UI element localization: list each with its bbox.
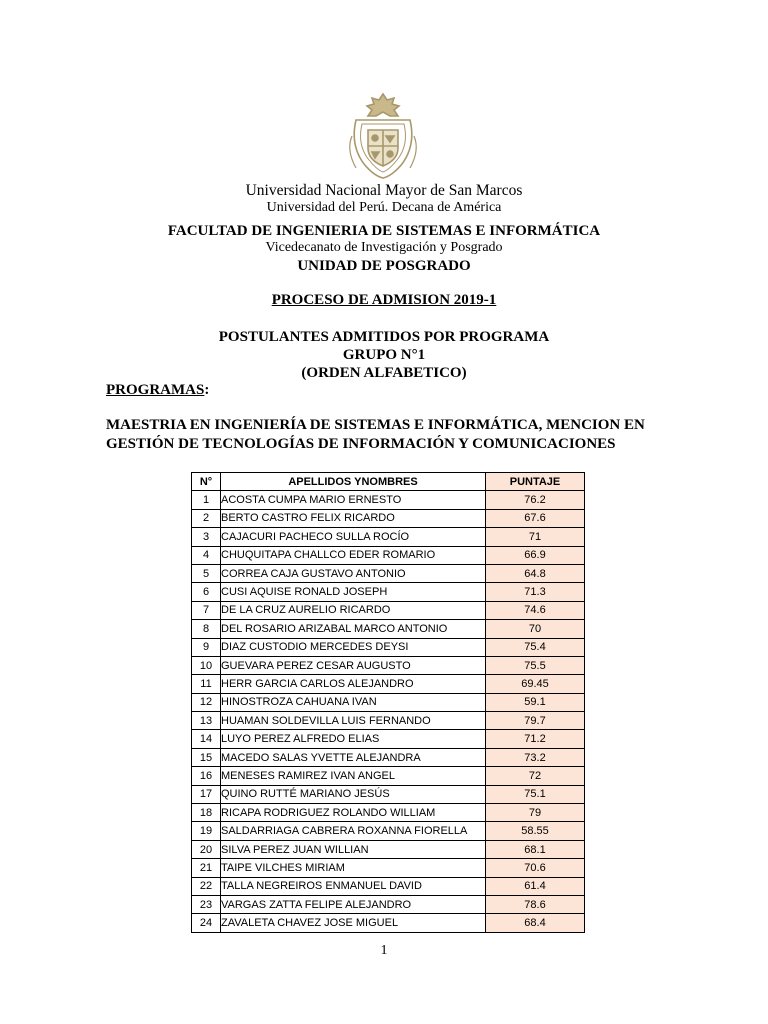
row-score: 70 [486,620,585,638]
row-number: 15 [192,748,221,766]
row-score: 64.8 [486,564,585,582]
row-name: DIAZ CUSTODIO MERCEDES DEYSI [221,638,486,656]
row-score: 75.4 [486,638,585,656]
row-name: HUAMAN SOLDEVILLA LUIS FERNANDO [221,712,486,730]
table-row [192,509,585,527]
university-seal-icon [342,90,424,180]
row-score: 68.4 [486,914,585,932]
row-number: 20 [192,840,221,858]
header-name: APELLIDOS YNOMBRES [221,473,486,491]
programs-label: PROGRAMAS [106,382,205,398]
table-header-row [192,473,585,491]
table-row [192,491,585,509]
table-row [192,822,585,840]
row-number: 10 [192,656,221,674]
table-row [192,767,585,785]
row-score: 69.45 [486,675,585,693]
row-name: VARGAS ZATTA FELIPE ALEJANDRO [221,895,486,913]
row-score: 76.2 [486,491,585,509]
row-score: 71.2 [486,730,585,748]
row-name: MENESES RAMIREZ IVAN ANGEL [221,767,486,785]
program-name: MAESTRIA EN INGENIERÍA DE SISTEMAS E INFORMÁTICA, MENCION EN GESTIÓN DE TECNOLOGÍAS DE INFORMACIÓN Y COMUNICACIONES [106,417,645,452]
row-number: 19 [192,822,221,840]
table-row [192,859,585,877]
row-name: HINOSTROZA CAHUANA IVAN [221,693,486,711]
admitted-table [191,472,585,933]
row-score: 61.4 [486,877,585,895]
row-number: 1 [192,491,221,509]
vicedeanship: Vicedecanato de Investigación y Posgrado [265,240,503,255]
row-number: 12 [192,693,221,711]
order-label: (ORDEN ALFABETICO) [301,365,467,381]
table-row [192,638,585,656]
document-title: POSTULANTES ADMITIDOS POR PROGRAMA [218,329,550,345]
row-number: 11 [192,675,221,693]
row-score: 59.1 [486,693,585,711]
row-number: 4 [192,546,221,564]
table-row [192,656,585,674]
table-row [192,564,585,582]
row-number: 7 [192,601,221,619]
table-row [192,712,585,730]
row-number: 18 [192,804,221,822]
row-score: 71 [486,528,585,546]
table-row [192,785,585,803]
row-score: 75.5 [486,656,585,674]
row-number: 21 [192,859,221,877]
table-row [192,730,585,748]
table-row [192,675,585,693]
row-number: 23 [192,895,221,913]
header-number: N° [192,473,221,491]
programs-heading [106,382,209,399]
process-title: PROCESO DE ADMISION 2019-1 [271,292,497,308]
unit-name: UNIDAD DE POSGRADO [297,258,471,274]
row-number: 8 [192,620,221,638]
table-row [192,804,585,822]
row-number: 17 [192,785,221,803]
row-name: CUSI AQUISE RONALD JOSEPH [221,583,486,601]
row-number: 24 [192,914,221,932]
university-name: Universidad Nacional Mayor de San Marcos [245,182,523,199]
page-number: 1 [380,943,388,958]
row-name: MACEDO SALAS YVETTE ALEJANDRA [221,748,486,766]
row-score: 79 [486,804,585,822]
row-score: 78.6 [486,895,585,913]
row-name: CHUQUITAPA CHALLCO EDER ROMARIO [221,546,486,564]
row-score: 67.6 [486,509,585,527]
table-body [192,491,585,932]
table-row [192,748,585,766]
row-name: DE LA CRUZ AURELIO RICARDO [221,601,486,619]
table-row [192,877,585,895]
row-name: RICAPA RODRIGUEZ ROLANDO WILLIAM [221,804,486,822]
row-score: 70.6 [486,859,585,877]
table-row [192,528,585,546]
table-row [192,546,585,564]
row-name: HERR GARCIA CARLOS ALEJANDRO [221,675,486,693]
group-label: GRUPO N°1 [342,347,426,363]
row-score: 66.9 [486,546,585,564]
table-row [192,840,585,858]
row-name: SALDARRIAGA CABRERA ROXANNA FIORELLA [221,822,486,840]
row-name: BERTO CASTRO FELIX RICARDO [221,509,486,527]
row-name: ACOSTA CUMPA MARIO ERNESTO [221,491,486,509]
row-name: LUYO PEREZ ALFREDO ELIAS [221,730,486,748]
row-name: GUEVARA PEREZ CESAR AUGUSTO [221,656,486,674]
table-row [192,601,585,619]
row-score: 79.7 [486,712,585,730]
row-score: 73.2 [486,748,585,766]
row-number: 3 [192,528,221,546]
row-score: 74.6 [486,601,585,619]
row-name: TALLA NEGREIROS ENMANUEL DAVID [221,877,486,895]
programs-colon: : [204,382,210,398]
row-name: SILVA PEREZ JUAN WILLIAN [221,840,486,858]
row-number: 13 [192,712,221,730]
table-row [192,620,585,638]
row-score: 75.1 [486,785,585,803]
row-name: CORREA CAJA GUSTAVO ANTONIO [221,564,486,582]
header-score: PUNTAJE [486,473,585,491]
row-name: TAIPE VILCHES MIRIAM [221,859,486,877]
row-score: 71.3 [486,583,585,601]
university-subtitle: Universidad del Perú. Decana de América [266,200,502,215]
row-number: 2 [192,509,221,527]
faculty-name: FACULTAD DE INGENIERIA DE SISTEMAS E INFORMÁTICA [167,223,601,239]
row-number: 22 [192,877,221,895]
table-row [192,583,585,601]
row-score: 58.55 [486,822,585,840]
table-row [192,895,585,913]
row-name: ZAVALETA CHAVEZ JOSE MIGUEL [221,914,486,932]
table-row [192,914,585,932]
row-number: 9 [192,638,221,656]
row-name: CAJACURI PACHECO SULLA ROCÍO [221,528,486,546]
row-number: 14 [192,730,221,748]
row-score: 72 [486,767,585,785]
row-score: 68.1 [486,840,585,858]
row-name: DEL ROSARIO ARIZABAL MARCO ANTONIO [221,620,486,638]
row-number: 6 [192,583,221,601]
row-number: 16 [192,767,221,785]
row-name: QUINO RUTTÉ MARIANO JESÚS [221,785,486,803]
table-row [192,693,585,711]
row-number: 5 [192,564,221,582]
